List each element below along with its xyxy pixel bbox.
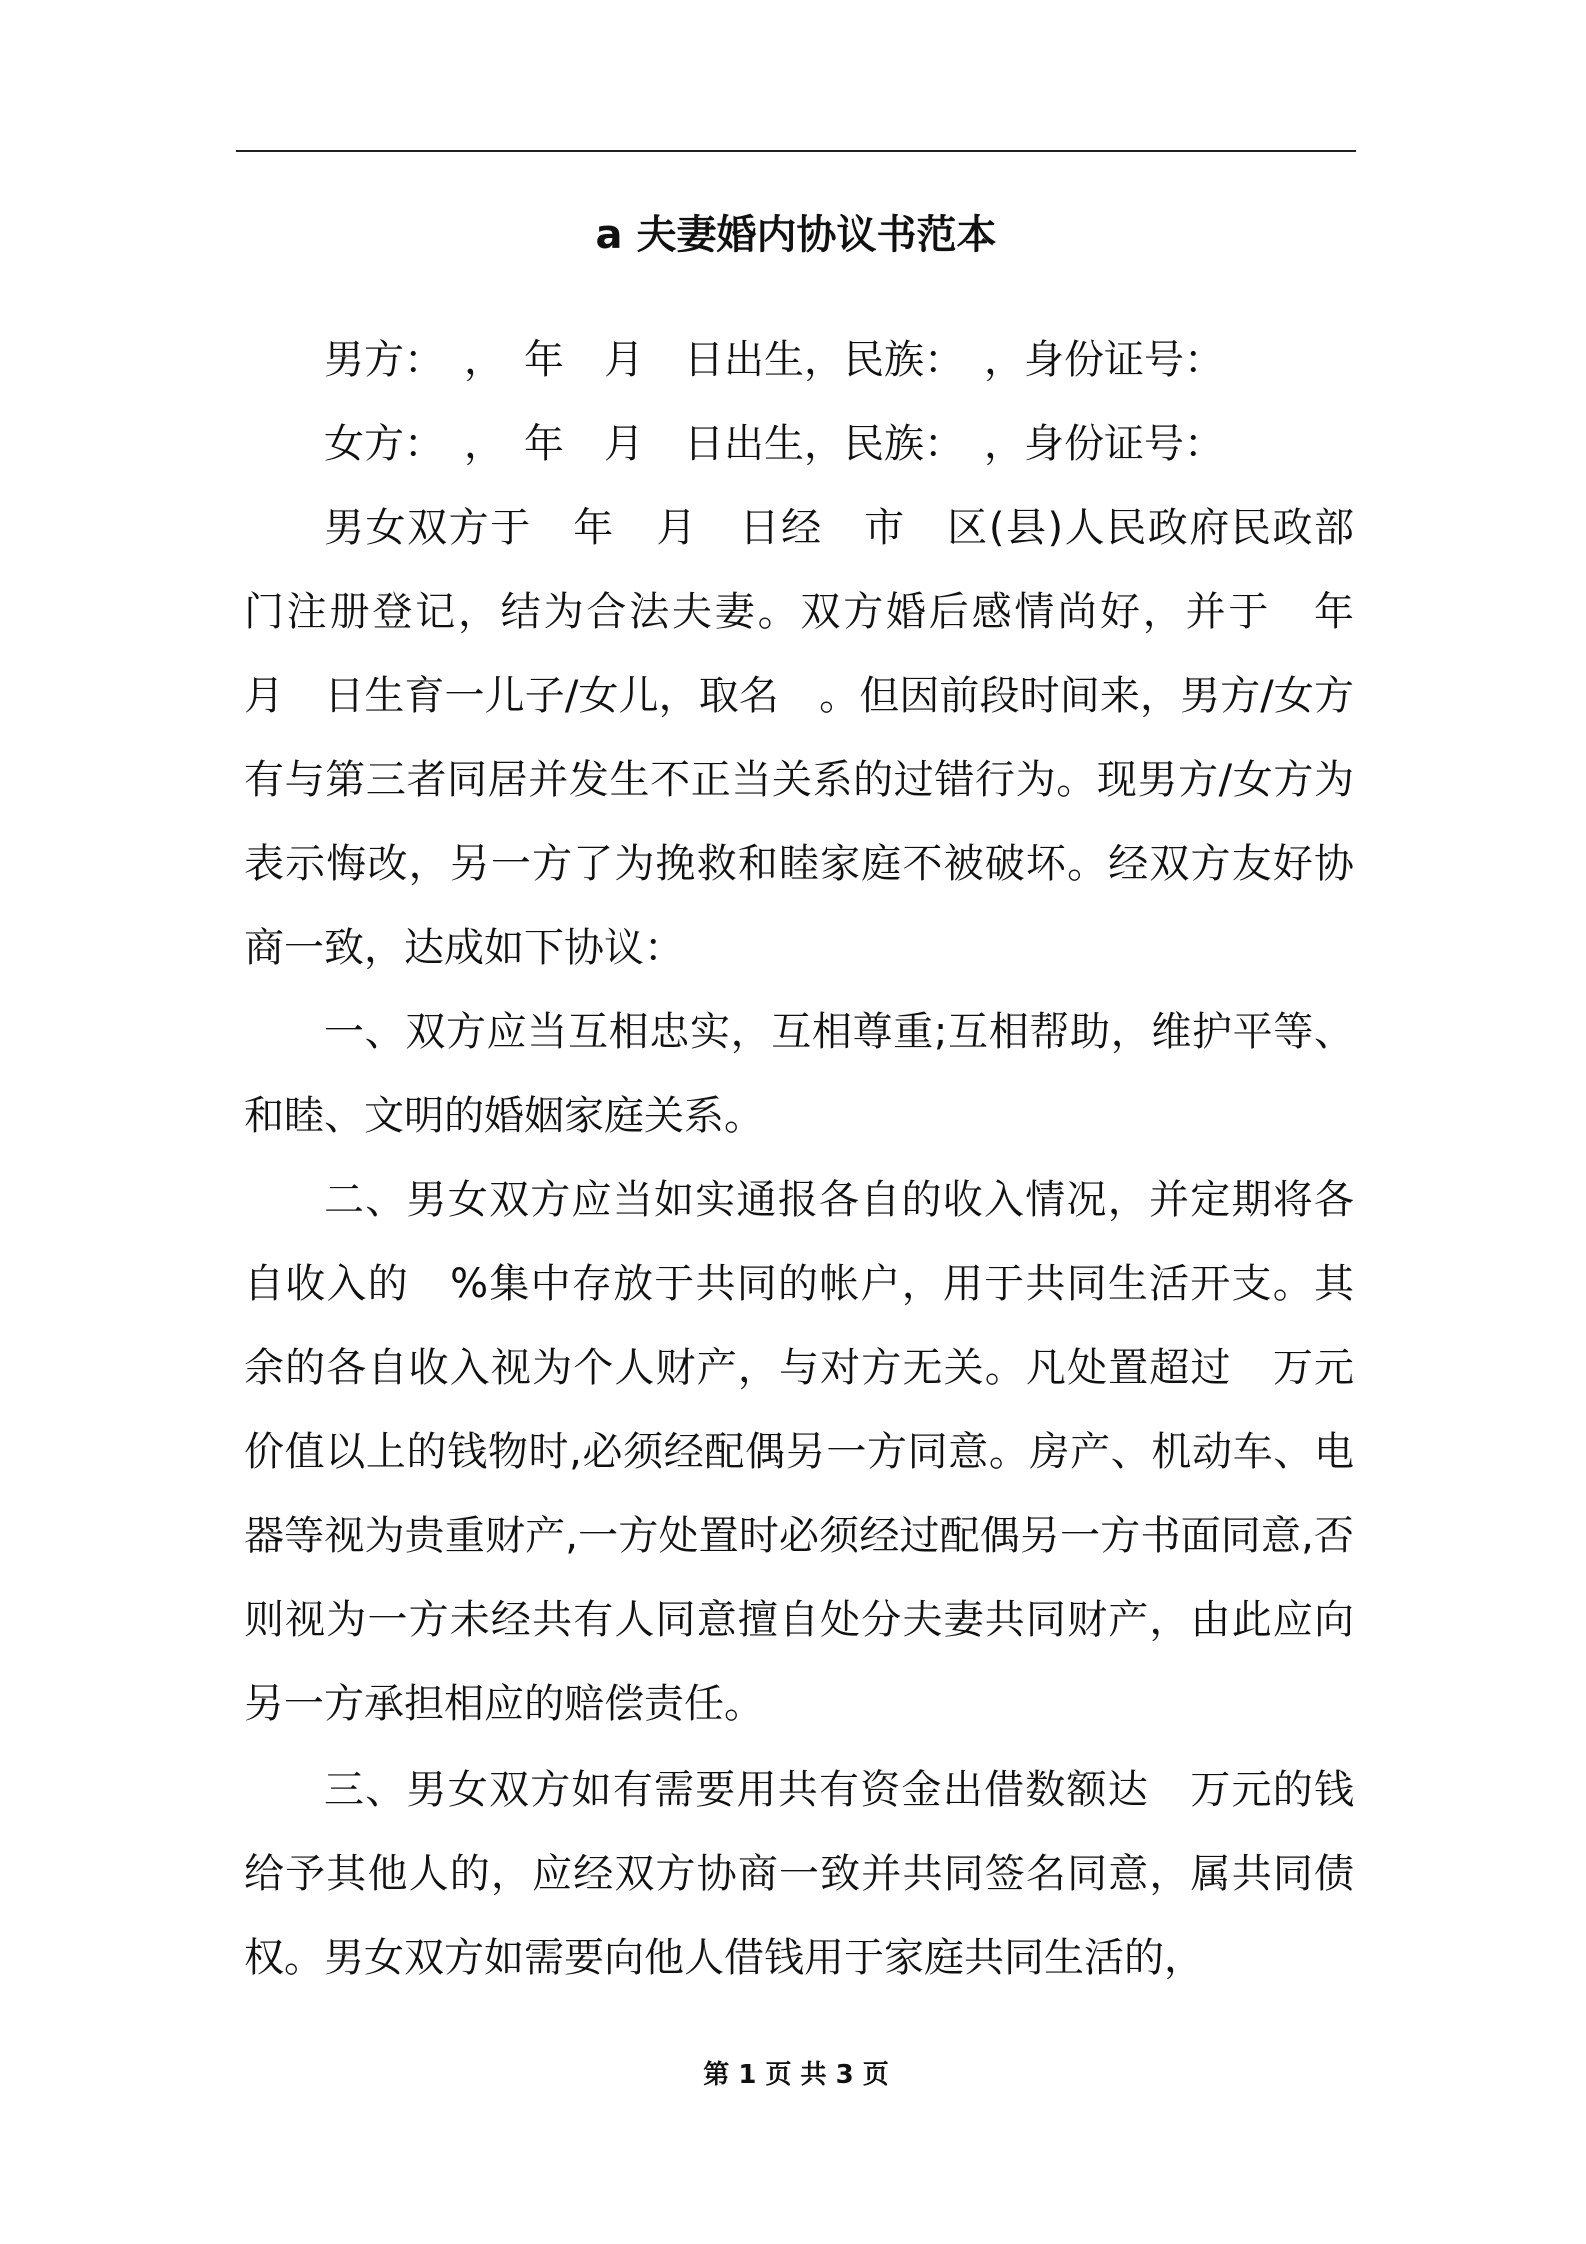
paragraph-clause-3: 三、男女双方如有需要用共有资金出借数额达 万元的钱给予其他人的，应经双方协商一致并共同签名同意，属共同债权。男女双方如需要向他人借钱用于家庭共同生活的，: [244, 1767, 1354, 1981]
page-number: 第 1 页 共 3 页: [703, 2060, 889, 2090]
paragraph-female-party: 女方： ， 年 月 日出生，民族： ，身份证号：: [324, 421, 1224, 467]
paragraph-preamble: 男女双方于 年 月 日经 市 区(县)人民政府民政部门注册登记，结为合法夫妻。双方婚后感情尚好，并于 年 月 日生育一儿子/女儿，取名 。但因前段时间来，男方/女方有与第三者同居并发生不正当关系的过错行为。现男方/女方为表示悔改，另一方了为挽救和睦家庭不被破坏。经双方友好协商一致，达成如下协议：: [244, 505, 1394, 971]
paragraph-clause-2: 二、男女双方应当如实通报各自的收入情况，并定期将各自收入的 %集中存放于共同的帐户，用于共同生活开支。其余的各自收入视为个人财产，与对方无关。凡处置超过 万元价值以上的钱物时,必须经配偶另一方同意。房产、机动车、电器等视为贵重财产,一方处置时必须经过配偶另一方书面同意,否则视为一方未经共有人同意擅自处分夫妻共同财产，由此应向另一方承担相应的赔偿责任。: [244, 1177, 1354, 1727]
paragraph-male-party: 男方： ， 年 月 日出生，民族： ，身份证号：: [324, 337, 1224, 383]
document-body: [244, 318, 1394, 2000]
header-rule: [236, 150, 1356, 152]
document-title: a 夫妻婚内协议书范本: [595, 212, 997, 258]
paragraph-clause-1: 一、双方应当互相忠实，互相尊重;互相帮助，维护平等、和睦、文明的婚姻家庭关系。: [244, 1009, 1354, 1139]
